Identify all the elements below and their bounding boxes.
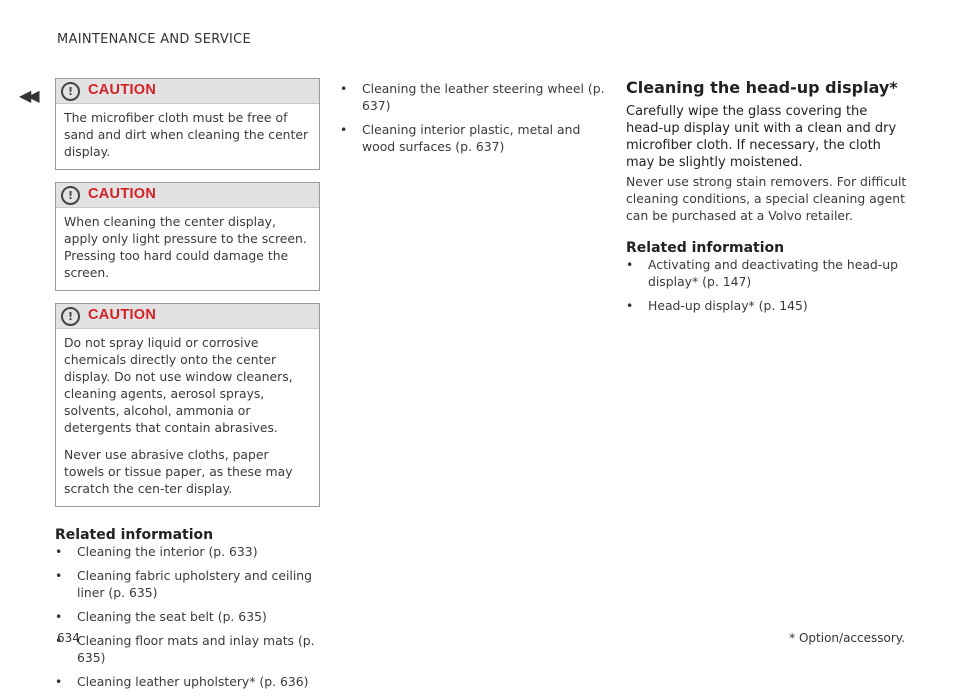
caution-body	[56, 208, 319, 290]
related-link[interactable]: • Cleaning the leather steering wheel (p. 637)	[340, 80, 605, 114]
related-link[interactable]: • Cleaning floor mats and inlay mats (p. 635)	[55, 632, 320, 666]
caution-title: CAUTION	[88, 82, 157, 98]
footnote: * Option/accessory.	[789, 631, 905, 645]
caution-box	[55, 182, 320, 291]
related-link[interactable]: • Cleaning fabric upholstery and ceiling liner (p. 635)	[55, 567, 320, 601]
section-title: Cleaning the head-up display*	[626, 78, 898, 97]
exclamation-circle-icon: !	[61, 186, 80, 205]
column-middle	[340, 80, 605, 162]
related-link[interactable]: • Activating and deactivating the head-up display* (p. 147)	[626, 256, 908, 290]
caution-text: When cleaning the center display, apply only light pressure to the screen. Pressing too hard could damage the screen.	[64, 214, 307, 280]
column-right	[626, 78, 908, 321]
exclamation-circle-icon: !	[61, 307, 80, 326]
running-header: MAINTENANCE AND SERVICE	[57, 32, 252, 47]
related-link[interactable]: • Cleaning the seat belt (p. 635)	[55, 608, 320, 625]
related-link[interactable]: • Cleaning interior plastic, metal and wood surfaces (p. 637)	[340, 121, 605, 155]
caution-box	[55, 303, 320, 507]
caution-text: Never use abrasive cloths, paper towels or tissue paper, as these may scratch the cen-ter display.	[64, 447, 293, 496]
related-links-list	[626, 256, 908, 314]
caution-title: CAUTION	[88, 186, 157, 202]
caution-text: The microfiber cloth must be free of sand and dirt when cleaning the center display.	[64, 110, 309, 159]
caution-header	[56, 183, 319, 208]
section-intro: Carefully wipe the glass covering the head-up display unit with a clean and dry microfiber cloth. If necessary, the cloth may be slightly moistened.	[626, 104, 897, 170]
column-left	[55, 78, 320, 697]
related-information-heading: Related information	[55, 527, 214, 543]
related-link[interactable]: • Head-up display* (p. 145)	[626, 297, 908, 314]
related-information-heading: Related information	[626, 240, 785, 256]
related-link[interactable]: • Cleaning leather upholstery* (p. 636)	[55, 673, 320, 690]
back-navigation-icon[interactable]: ◀◀	[19, 86, 36, 105]
caution-header	[56, 79, 319, 104]
caution-body	[56, 104, 319, 169]
caution-header	[56, 304, 319, 329]
caution-text: Do not spray liquid or corrosive chemicals directly onto the center display. Do not use window cleaners, cleaning agents, aerosol sprays, solvents, alcohol, ammonia or detergents that contain abrasives.	[64, 335, 293, 435]
related-links-list-continued	[340, 80, 605, 155]
caution-body	[56, 329, 319, 506]
page-number: 634	[57, 631, 80, 645]
related-links-list	[55, 543, 320, 690]
section-body: Never use strong stain removers. For difficult cleaning conditions, a special cleaning agent can be purchased at a Volvo retailer.	[626, 174, 907, 223]
caution-box	[55, 78, 320, 170]
caution-title: CAUTION	[88, 307, 157, 323]
related-link[interactable]: • Cleaning the interior (p. 633)	[55, 543, 320, 560]
exclamation-circle-icon: !	[61, 82, 80, 101]
